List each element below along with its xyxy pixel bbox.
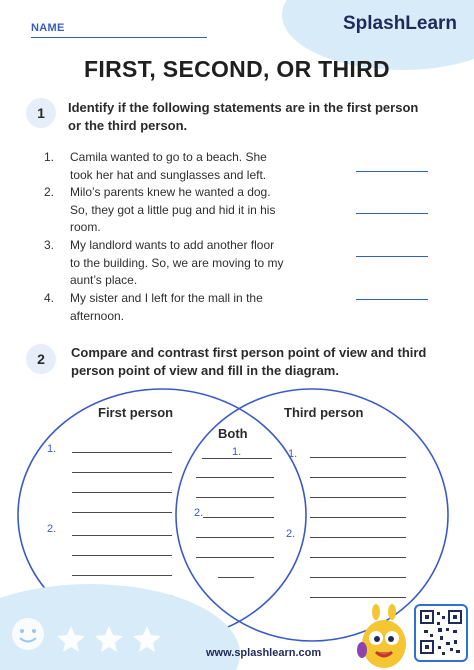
question-2-instruction-line: person point of view and fill in the diagram. — [71, 363, 339, 378]
question-1-badge: 1 — [26, 98, 56, 128]
venn-left-line[interactable] — [72, 492, 172, 493]
venn-middle-line[interactable] — [196, 497, 274, 498]
question-2-badge: 2 — [26, 344, 56, 374]
venn-left-line[interactable] — [72, 555, 172, 556]
venn-left-line[interactable] — [72, 452, 172, 453]
statement-line: aunt’s place. — [70, 273, 138, 287]
venn-right-line[interactable] — [310, 597, 406, 598]
venn-left-line[interactable] — [72, 472, 172, 473]
venn-right-line[interactable] — [310, 537, 406, 538]
mascot-illustration — [356, 604, 412, 670]
venn-middle-line[interactable] — [218, 577, 254, 578]
statement-number: 3. — [44, 238, 55, 252]
venn-right-line[interactable] — [310, 457, 406, 458]
venn-right-number: 1. — [288, 448, 298, 460]
venn-middle-line[interactable] — [196, 477, 274, 478]
venn-right-line[interactable] — [310, 557, 406, 558]
venn-left-line[interactable] — [72, 512, 172, 513]
statement-line: So, they got a little pug and hid it in his — [70, 202, 276, 217]
venn-middle-line[interactable] — [202, 458, 272, 459]
statement-line: room. — [70, 220, 101, 234]
statement-number: 2. — [44, 185, 55, 199]
qr-code-icon — [414, 604, 468, 662]
brand-logo: SplashLearn — [343, 13, 458, 34]
venn-middle-line[interactable] — [196, 537, 274, 538]
footer-url[interactable]: www.splashlearn.com — [206, 647, 322, 659]
name-label: NAME — [31, 22, 65, 34]
statement-line: Camila wanted to go to a beach. She — [70, 150, 267, 164]
venn-middle-title: Both — [218, 426, 248, 441]
venn-right-line[interactable] — [310, 517, 406, 518]
venn-left-title: First person — [98, 405, 174, 420]
smiley-icon — [8, 614, 48, 654]
venn-middle-line[interactable] — [203, 517, 274, 518]
page-title: FIRST, SECOND, OR THIRD — [84, 56, 390, 82]
venn-right-line[interactable] — [310, 477, 406, 478]
statement-line: took her hat and sunglasses and left. — [70, 167, 267, 182]
venn-right-line[interactable] — [310, 577, 406, 578]
statement-line: to the building. So, we are moving to my — [70, 255, 284, 270]
star-icon — [56, 624, 86, 654]
venn-middle-number: 2. — [194, 507, 204, 519]
question-1-instruction-line: or the third person. — [68, 118, 188, 133]
venn-left-number: 1. — [47, 443, 57, 455]
statement-number: 1. — [44, 150, 55, 164]
statement-number: 4. — [44, 291, 55, 305]
venn-right-line[interactable] — [310, 497, 406, 498]
venn-left-number: 2. — [47, 523, 57, 535]
venn-right-number: 2. — [286, 528, 296, 540]
venn-left-line[interactable] — [72, 535, 172, 536]
venn-middle-number: 1. — [232, 446, 242, 458]
venn-right-title: Third person — [284, 405, 364, 420]
venn-left-line[interactable] — [72, 575, 172, 576]
statement-line: Milo’s parents knew he wanted a dog. — [70, 185, 271, 199]
star-icon — [132, 624, 162, 654]
star-icon — [94, 624, 124, 654]
question-1-instruction-line: Identify if the following statements are in the first person — [68, 100, 419, 115]
statement-line: afternoon. — [70, 308, 125, 323]
statement-line: My landlord wants to add another floor — [70, 238, 275, 252]
statement-line: My sister and I left for the mall in the — [70, 291, 263, 305]
question-2-instruction-line: Compare and contrast first person point of view and third — [71, 345, 427, 360]
venn-middle-line[interactable] — [196, 557, 274, 558]
